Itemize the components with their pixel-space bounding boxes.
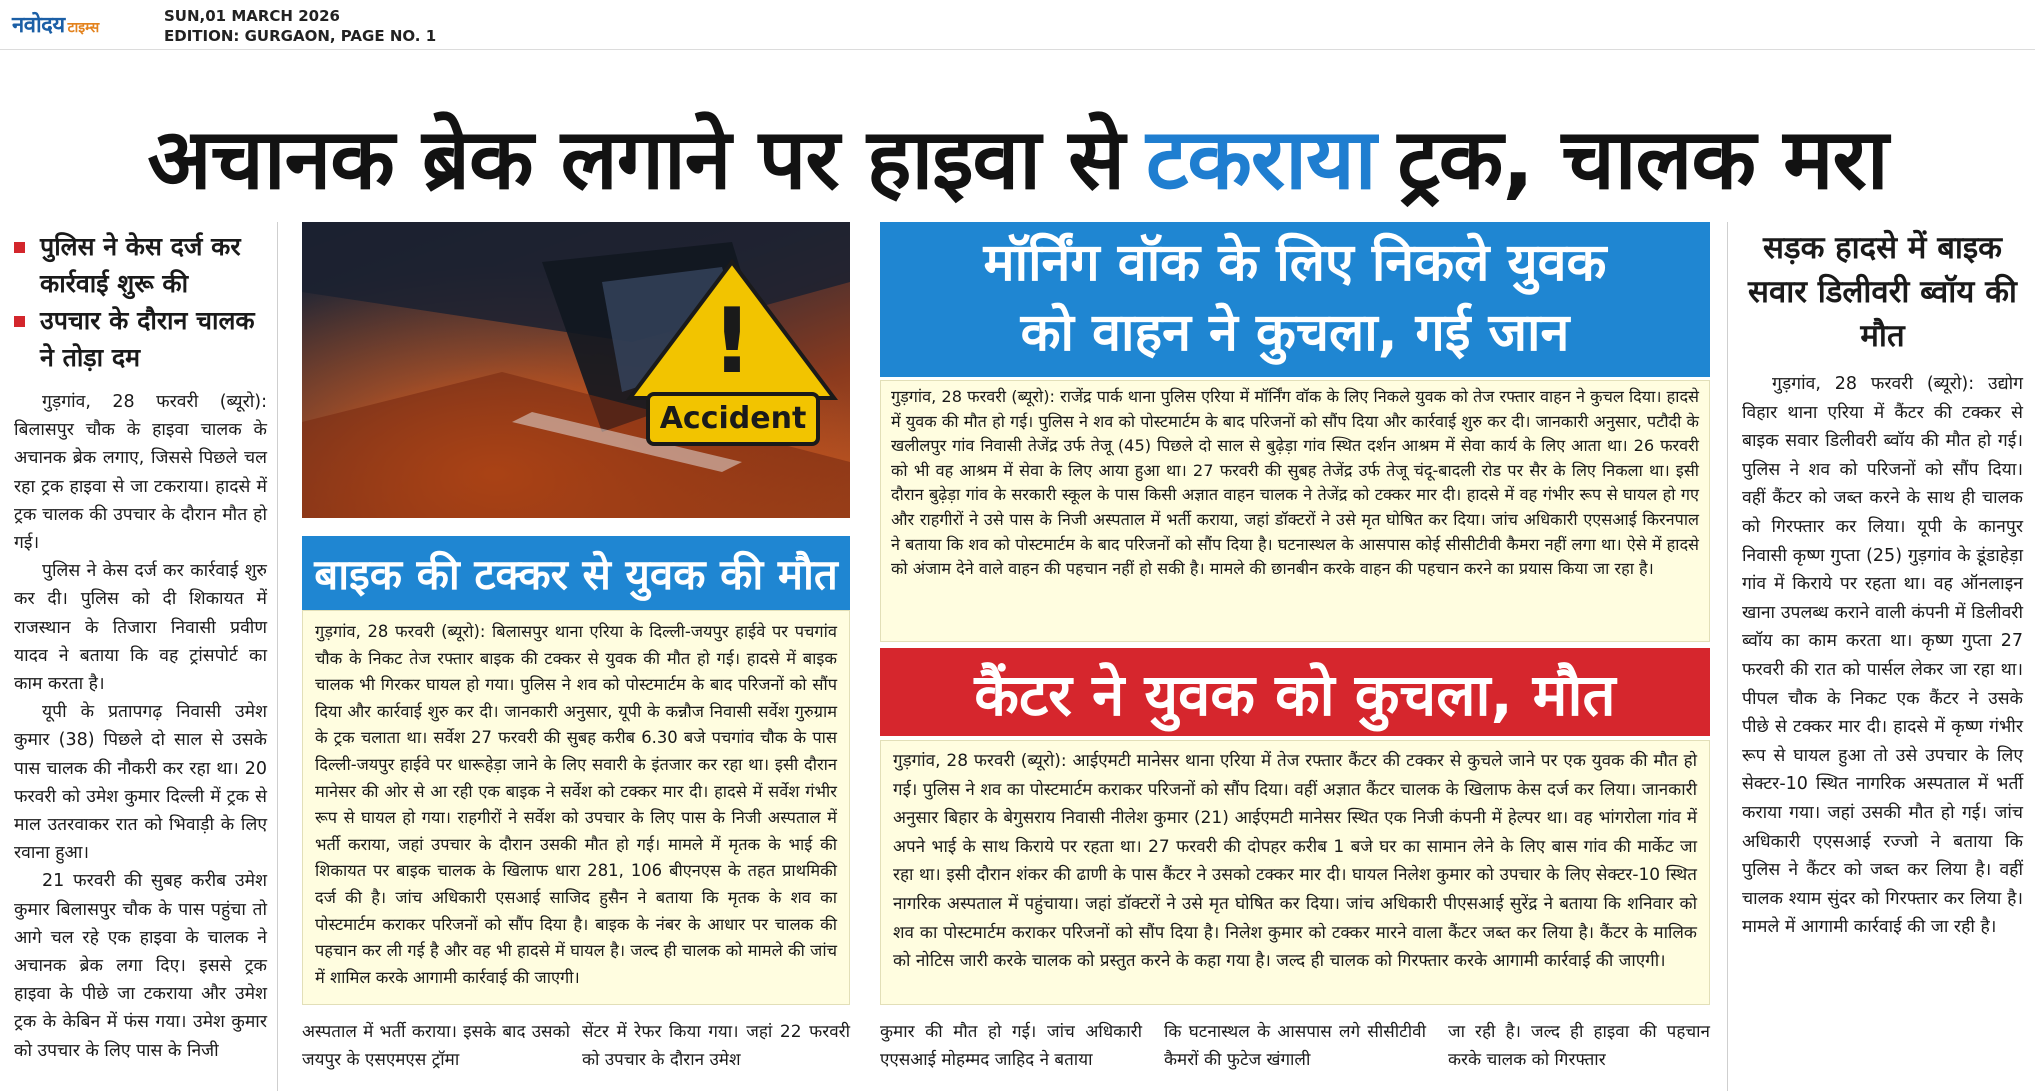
morning-walk-body: गुड़गांव, 28 फरवरी (ब्यूरो): राजेंद्र पार्क थाना पुलिस एरिया में मॉर्निंग वॉक के लिए निकले युवक को तेज रफ्तार वाहन ने कुचल दिया। हादसे में युवक की मौत हो गई। पुलिस ने शव को पोस्टमार्टम के बाद परिजनों को सौंप दिया और कार्रवाई शुरु कर दी। जानकारी अनुसार, पटौदी के खलीलपुर गांव निवासी तेजेंद्र उर्फ तेजू (45) पिछले दो साल से बुढ़ेड़ा गांव स्थित दर्शन आश्रम में सेवा कार्य के लिए आता था। 26 फरवरी को भी वह आश्रम में सेवा के लिए आया हुआ था। 27 फरवरी की सुबह तेजेंद्र उर्फ तेजू चंदू-बादली रोड पर सैर के लिए निकला था। इसी दौरान बुढ़ेड़ा गांव के सरकारी स्कूल के पास किसी अज्ञात वाहन चालक ने तेजेंद्र को टक्कर मार दी। हादसे में वह गंभीर रूप से घायल हो गए और राहगीरों ने उसे पास के निजी अस्पताल में भर्ती कराया, जहां डॉक्टरों ने उसे मृत घोषित कर दिया। जांच अधिकारी एएसआई किरनपाल ने बताया कि शव को पोस्टमार्टम के बाद परिजनों को सौंप दिया है। घटनास्थल के आसपास कोई सीसीटीवी कैमरा नहीं लगा था। ऐसे में हादसे को अंजाम देने वाले वाहन की पहचान नहीं हो सकी है। मामले की छानबीन करके वाहन की पहचान करने का प्रयास किया जा रहा है। (891, 387, 1699, 579)
highlight-text: पुलिस ने केस दर्ज कर कार्रवाई शुरू की (40, 232, 241, 298)
delivery-story-body (1742, 370, 2023, 942)
lead-story-highlights (0, 222, 277, 376)
lead-paragraph: 21 फरवरी की सुबह करीब उमेश कुमार बिलासपुर चौक के पास पहुंचा तो आगे चल रहे एक हाइवा के चालक ने अचानक ब्रेक लगा दिए। इससे ट्रक हाइवा के पीछे जा टकराया और उमेश ट्रक के केबिन में फंस गया। उमेश कुमार को उपचार के लिए पास के निजी (14, 871, 267, 1061)
bike-story-body-box (302, 610, 850, 1005)
red-square-bullet-icon (14, 316, 25, 327)
highlight-bullet (0, 302, 277, 376)
delivery-story-headline[interactable]: सड़क हादसे में बाइक सवार डिलीवरी ब्वॉय की मौत (1748, 230, 2017, 354)
headline-part-1: अचानक ब्रेक लगाने पर हाइवा से (147, 109, 1125, 208)
highlight-bullet (0, 228, 277, 302)
accident-photo[interactable] (302, 222, 850, 518)
lead-continuation-col-5: जा रही है। जल्द ही हाइवा की पहचान करके चालक को गिरफ्तार (1448, 1022, 1710, 1070)
lead-paragraph: पुलिस ने केस दर्ज कर कार्रवाई शुरु कर दी। पुलिस को दी शिकायत में राजस्थान के तिजारा निवासी प्रवीण यादव ने बताया कि वह ट्रांसपोर्ट का काम करता है। (14, 561, 267, 695)
logo-main-text: नवोदय (12, 13, 65, 38)
lead-paragraph: यूपी के प्रतापगढ़ निवासी उमेश कुमार (38) पिछले दो साल से उसके पास चालक की नौकरी कर रहा था। 20 फरवरी को उमेश कुमार दिल्ली में ट्रक से माल उतरवाकर रात को भिवाड़ी के लिए रवाना हुआ। (14, 702, 267, 864)
morning-walk-headline-line-1: मॉर्निंग वॉक के लिए निकले युवक (983, 233, 1607, 293)
delivery-paragraph: गुड़गांव, 28 फरवरी (ब्यूरो): उद्योग विहार थाना एरिया में कैंटर की टक्कर से बाइक सवार डिलीवरी ब्वॉय की मौत हो गई। पुलिस ने शव को परिजनों को सौंप दिया। वहीं कैंटर को जब्त करने के साथ ही चालक को गिरफ्तार कर लिया। यूपी के कानपुर निवासी कृष्ण गुप्ता (25) गुड़गांव के डूंडाहेड़ा गांव में किराये पर रहता था। वह ऑनलाइन खाना उपलब्ध कराने वाली कंपनी में डिलीवरी ब्वॉय का काम करता था। कृष्ण गुप्ता 27 फरवरी की रात को पार्सल लेकर जा रहा था। पीपल चौक के निकट एक कैंटर ने उसके पीछे से टक्कर मार दी। हादसे में कृष्ण गंभीर रूप से घायल हुआ तो उसे उपचार के लिए सेक्टर-10 स्थित नागरिक अस्पताल में भर्ती कराया गया। जहां उसकी मौत हो गई। जांच अधिकारी एएसआई रज्जो ने बताया कि पुलिस ने कैंटर को जब्त कर लिया है। वहीं चालक श्याम सुंदर को गिरफ्तार कर लिया है। मामले में आगामी कार्रवाई की जा रही है। (1742, 374, 2023, 938)
accident-sign-text: Accident (659, 401, 807, 436)
lead-paragraph: गुड़गांव, 28 फरवरी (ब्यूरो): बिलासपुर चौक के हाइवा चालक के अचानक ब्रेक लगाए, जिससे पिछले चल रहा ट्रक हाइवा से जा टकराया। हादसे में ट्रक चालक की उपचार के दौरान मौत हो गई। (14, 392, 267, 554)
lead-continuation-col-1: अस्पताल में भर्ती कराया। इसके बाद उसको जयपुर के एसएमएस ट्रॉमा (302, 1022, 570, 1070)
delivery-story-column (1727, 222, 2035, 1091)
accident-illustration (302, 222, 850, 518)
lead-story-column (0, 222, 278, 1091)
main-headline[interactable] (0, 100, 2035, 210)
lead-continuation-col-3: कुमार की मौत हो गई। जांच अधिकारी एएसआई मोहम्मद जाहिद ने बताया (880, 1022, 1142, 1070)
edition-info: EDITION: GURGAON, PAGE NO. 1 (164, 27, 437, 45)
bike-story-headline[interactable]: बाइक की टक्कर से युवक की मौत (302, 536, 850, 610)
masthead-bar (0, 0, 2035, 50)
morning-walk-headline-line-2: को वाहन ने कुचला, गई जान (1020, 303, 1570, 363)
canter-story-body: गुड़गांव, 28 फरवरी (ब्यूरो): आईएमटी मानेसर थाना एरिया में तेज रफ्तार कैंटर की टक्कर से कुचले जाने पर एक युवक की मौत हो गई। पुलिस ने शव का पोस्टमार्टम कराकर परिजनों को सौंप दिया। वहीं अज्ञात कैंटर चालक के खिलाफ केस दर्ज कर लिया। जानकारी अनुसार बिहार के बेगुसराय निवासी नीलेश कुमार (21) आईएमटी मानेसर स्थित एक निजी कंपनी में हेल्पर था। वह भांगरोला गांव में अपने भाई के साथ किराये पर रहता था। 27 फरवरी की दोपहर करीब 1 बजे घर का सामान लेने के लिए बास गांव की मार्केट जा रहा था। इसी दौरान शंकर की ढाणी के पास कैंटर ने उसको टक्कर मार दी। घायल निलेश कुमार को उपचार के लिए सेक्टर-10 स्थित नागरिक अस्पताल में पहुंचाया। जहां डॉक्टरों ने उसे मृत घोषित कर दिया। जांच अधिकारी पीएसआई सुरेंद्र ने बताया कि शनिवार को शव का पोस्टमार्टम कराकर परिजनों को सौंप दिया है। निलेश कुमार को टक्कर मारने वाला कैंटर जब्त कर लिया है। कैंटर के मालिक को नोटिस जारी करके चालक को प्रस्तुत करने के कहा गया है। जल्द ही चालक को गिरफ्तार करके आगामी कार्रवाई की जाएगी। (893, 751, 1697, 972)
logo-sub-text: टाइम्स (67, 19, 100, 36)
bike-story-body: गुड़गांव, 28 फरवरी (ब्यूरो): बिलासपुर थाना एरिया के दिल्ली-जयपुर हाईवे पर पचगांव चौक के निकट तेज रफ्तार बाइक की टक्कर से युवक की मौत हो गई। हादसे में बाइक चालक भी गिरकर घायल हो गया। पुलिस ने शव को पोस्टमार्टम के बाद परिजनों को सौंप दिया और कार्रवाई शुरु कर दी। जानकारी अनुसार, यूपी के कन्नौज निवासी सर्वेश गुरुग्राम के ट्रक चलाता था। सर्वेश 27 फरवरी की सुबह करीब 6.30 बजे पचगांव चौक के पास दिल्ली-जयपुर हाईवे पर धारूहेड़ा जाने के लिए सवारी के इंतजार कर रहा था। इसी दौरान मानेसर की ओर से आ रही एक बाइक ने सर्वेश को टक्कर मार दी। हादसे में सर्वेश गंभीर रूप से घायल हो गया। राहगीरों ने सर्वेश को उपचार के लिए पास के निजी अस्पताल में भर्ती कराया, जहां उपचार के दौरान उसकी मौत हो गई। मामले में मृतक के भाई की शिकायत पर बाइक चालक के खिलाफ धारा 281, 106 बीएनएस के तहत प्राथमिकी दर्ज की है। जांच अधिकारी एसआई साजिद हुसैन ने बताया कि मृतक के शव का पोस्टमार्टम कराकर परिजनों को सौंप दिया है। बाइक के नंबर के आधार पर चालक की पहचान कर ली गई है और वह भी हादसे में घायल है। जल्द ही चालक को मामले की जांच में शामिल करके आगामी कार्रवाई की जाएगी। (315, 622, 837, 987)
canter-story-headline[interactable]: कैंटर ने युवक को कुचला, मौत (880, 648, 1710, 736)
headline-part-2: ट्रक, चालक मरा (1397, 109, 1888, 208)
issue-date: SUN,01 MARCH 2026 (164, 7, 340, 25)
morning-walk-body-box (880, 380, 1710, 642)
canter-story-body-box (880, 740, 1710, 1005)
red-square-bullet-icon (14, 242, 25, 253)
morning-walk-headline[interactable] (880, 222, 1710, 377)
warning-exclamation-icon: ! (711, 289, 753, 394)
headline-highlight: टकराया (1146, 109, 1376, 208)
lead-continuation-col-4: कि घटनास्थल के आसपास लगे सीसीटीवी कैमरों की फुटेज खंगाली (1164, 1022, 1426, 1070)
highlight-text: उपचार के दौरान चालक ने तोड़ा दम (40, 306, 255, 372)
lead-continuation-col-2: सेंटर में रेफर किया गया। जहां 22 फरवरी को उपचार के दौरान उमेश (582, 1022, 850, 1070)
newspaper-logo[interactable] (12, 6, 148, 42)
lead-story-body (0, 376, 277, 1065)
